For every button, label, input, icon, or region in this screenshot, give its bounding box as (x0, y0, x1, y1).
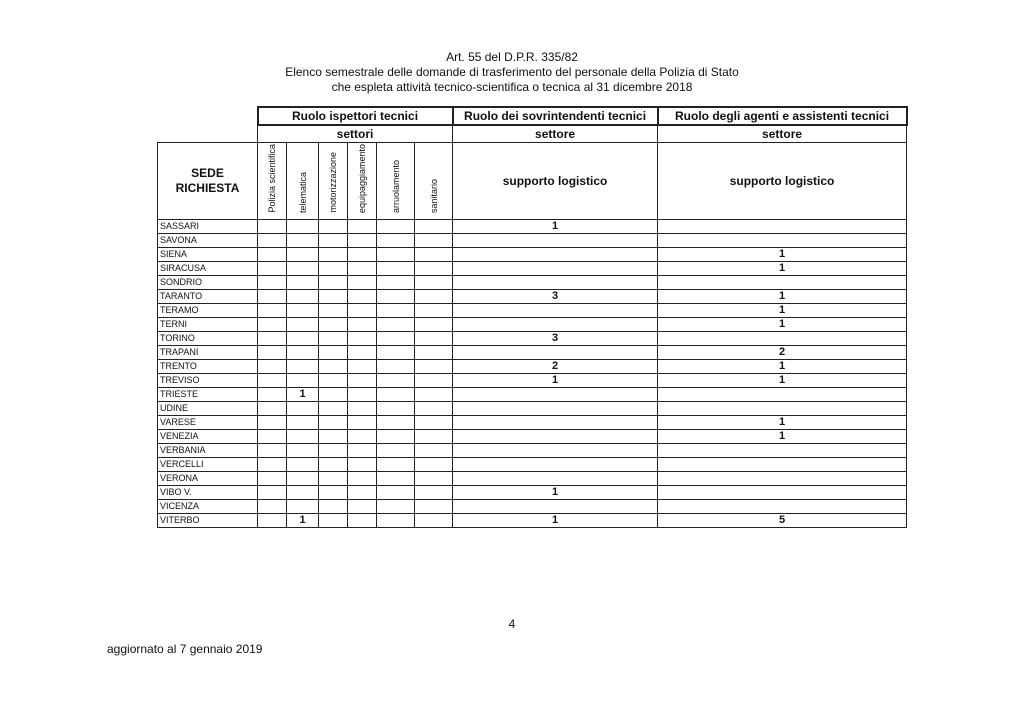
value-cell-pol (258, 374, 287, 388)
blank-corner (158, 107, 258, 143)
value-cell-mot (319, 304, 348, 318)
value-cell-tel (287, 276, 319, 290)
value-cell-mot (319, 346, 348, 360)
city-cell: VIBO V. (158, 486, 258, 500)
header-article: Art. 55 del D.P.R. 335/82 (446, 50, 578, 64)
value-cell-sovr (453, 304, 658, 318)
table-row (158, 458, 907, 472)
value-cell-agenti (658, 444, 907, 458)
value-cell-pol (258, 472, 287, 486)
value-cell-agenti (658, 486, 907, 500)
value-cell-arr (377, 290, 415, 304)
value-cell-agenti: 1 (658, 290, 907, 304)
value-cell-pol (258, 486, 287, 500)
richiesta-label: RICHIESTA (175, 181, 240, 195)
value-cell-tel (287, 472, 319, 486)
value-cell-agenti: 1 (658, 304, 907, 318)
group-ispettori: Ruolo ispettori tecnici (258, 107, 453, 125)
value-cell-mot (319, 402, 348, 416)
value-cell-san (415, 360, 453, 374)
value-cell-san (415, 304, 453, 318)
page-number: 4 (508, 617, 516, 631)
value-cell-equ (348, 514, 377, 528)
value-cell-tel (287, 416, 319, 430)
value-cell-pol (258, 276, 287, 290)
value-cell-mot (319, 430, 348, 444)
city-cell: VERCELLI (158, 458, 258, 472)
value-cell-san (415, 444, 453, 458)
value-cell-agenti (658, 500, 907, 514)
value-cell-mot (319, 388, 348, 402)
value-cell-arr (377, 472, 415, 486)
value-cell-tel (287, 234, 319, 248)
value-cell-equ (348, 444, 377, 458)
value-cell-san (415, 318, 453, 332)
value-cell-arr (377, 276, 415, 290)
value-cell-san (415, 430, 453, 444)
value-cell-equ (348, 304, 377, 318)
value-cell-mot (319, 220, 348, 234)
value-cell-san (415, 262, 453, 276)
value-cell-agenti (658, 276, 907, 290)
value-cell-sovr (453, 458, 658, 472)
city-cell: SAVONA (158, 234, 258, 248)
table-row (158, 374, 907, 388)
value-cell-equ (348, 262, 377, 276)
table-row (158, 290, 907, 304)
value-cell-pol (258, 304, 287, 318)
value-cell-arr (377, 402, 415, 416)
table-body (158, 220, 907, 528)
value-cell-pol (258, 416, 287, 430)
value-cell-mot (319, 262, 348, 276)
value-cell-agenti: 5 (658, 514, 907, 528)
value-cell-tel (287, 318, 319, 332)
value-cell-equ (348, 416, 377, 430)
value-cell-tel (287, 332, 319, 346)
value-cell-arr (377, 234, 415, 248)
value-cell-equ (348, 234, 377, 248)
table-row (158, 346, 907, 360)
value-cell-pol (258, 262, 287, 276)
value-cell-mot (319, 248, 348, 262)
value-cell-sovr: 1 (453, 486, 658, 500)
group-sovrintendenti: Ruolo dei sovrintendenti tecnici (453, 107, 658, 125)
value-cell-mot (319, 374, 348, 388)
col-polizia-scientifica: Polizia scientifica (258, 143, 287, 220)
value-cell-mot (319, 416, 348, 430)
city-cell: SIENA (158, 248, 258, 262)
col-supporto-logistico-agenti: supporto logistico (658, 143, 907, 220)
city-cell: VICENZA (158, 500, 258, 514)
value-cell-agenti (658, 472, 907, 486)
table-row (158, 304, 907, 318)
value-cell-equ (348, 430, 377, 444)
value-cell-pol (258, 318, 287, 332)
value-cell-agenti (658, 402, 907, 416)
table-row (158, 472, 907, 486)
value-cell-arr (377, 248, 415, 262)
city-cell: TARANTO (158, 290, 258, 304)
city-cell: TRAPANI (158, 346, 258, 360)
value-cell-pol (258, 332, 287, 346)
sub-settore-sovr: settore (453, 125, 658, 143)
value-cell-agenti: 1 (658, 416, 907, 430)
value-cell-sovr (453, 444, 658, 458)
value-cell-pol (258, 220, 287, 234)
value-cell-arr (377, 318, 415, 332)
col-motorizzazione: motorizzazione (319, 143, 348, 220)
col-telematica: telematica (287, 143, 319, 220)
value-cell-tel: 1 (287, 514, 319, 528)
updated-date: aggiornato al 7 gennaio 2019 (107, 642, 263, 656)
value-cell-agenti: 1 (658, 318, 907, 332)
value-cell-sovr (453, 430, 658, 444)
value-cell-agenti: 1 (658, 374, 907, 388)
table-row (158, 276, 907, 290)
value-cell-san (415, 402, 453, 416)
value-cell-mot (319, 500, 348, 514)
value-cell-mot (319, 444, 348, 458)
value-cell-san (415, 234, 453, 248)
value-cell-pol (258, 458, 287, 472)
table-row (158, 262, 907, 276)
value-cell-tel (287, 262, 319, 276)
group-agenti: Ruolo degli agenti e assistenti tecnici (658, 107, 907, 125)
value-cell-agenti: 2 (658, 346, 907, 360)
value-cell-sovr (453, 416, 658, 430)
value-cell-sovr: 3 (453, 290, 658, 304)
table-row (158, 234, 907, 248)
city-cell: SONDRIO (158, 276, 258, 290)
value-cell-pol (258, 388, 287, 402)
city-cell: VARESE (158, 416, 258, 430)
table-row (158, 486, 907, 500)
value-cell-equ (348, 458, 377, 472)
value-cell-mot (319, 290, 348, 304)
value-cell-tel (287, 360, 319, 374)
table-row (158, 416, 907, 430)
value-cell-san (415, 374, 453, 388)
value-cell-sovr (453, 346, 658, 360)
table-row (158, 332, 907, 346)
value-cell-tel (287, 304, 319, 318)
value-cell-mot (319, 234, 348, 248)
value-cell-tel (287, 458, 319, 472)
value-cell-arr (377, 304, 415, 318)
value-cell-equ (348, 248, 377, 262)
value-cell-sovr (453, 500, 658, 514)
value-cell-tel (287, 290, 319, 304)
value-cell-sovr: 1 (453, 514, 658, 528)
value-cell-sovr (453, 318, 658, 332)
value-cell-mot (319, 276, 348, 290)
col-sanitario: sanitario (415, 143, 453, 220)
value-cell-pol (258, 430, 287, 444)
value-cell-arr (377, 416, 415, 430)
value-cell-pol (258, 234, 287, 248)
value-cell-tel (287, 500, 319, 514)
value-cell-tel (287, 486, 319, 500)
value-cell-sovr: 1 (453, 374, 658, 388)
table-row (158, 318, 907, 332)
value-cell-san (415, 220, 453, 234)
value-cell-equ (348, 318, 377, 332)
value-cell-sovr (453, 234, 658, 248)
value-cell-equ (348, 500, 377, 514)
value-cell-san (415, 346, 453, 360)
value-cell-arr (377, 388, 415, 402)
table-row (158, 514, 907, 528)
value-cell-equ (348, 486, 377, 500)
value-cell-arr (377, 332, 415, 346)
value-cell-pol (258, 514, 287, 528)
value-cell-equ (348, 360, 377, 374)
value-cell-mot (319, 458, 348, 472)
value-cell-arr (377, 486, 415, 500)
value-cell-agenti: 1 (658, 262, 907, 276)
value-cell-san (415, 332, 453, 346)
value-cell-pol (258, 402, 287, 416)
value-cell-arr (377, 374, 415, 388)
table-row (158, 360, 907, 374)
value-cell-equ (348, 276, 377, 290)
value-cell-sovr: 3 (453, 332, 658, 346)
value-cell-mot (319, 486, 348, 500)
table-row (158, 500, 907, 514)
city-cell: SIRACUSA (158, 262, 258, 276)
value-cell-sovr (453, 388, 658, 402)
value-cell-pol (258, 360, 287, 374)
value-cell-agenti (658, 458, 907, 472)
value-cell-sovr (453, 402, 658, 416)
value-cell-tel (287, 402, 319, 416)
city-cell: VITERBO (158, 514, 258, 528)
value-cell-sovr: 2 (453, 360, 658, 374)
table-row (158, 248, 907, 262)
value-cell-san (415, 500, 453, 514)
city-cell: VENEZIA (158, 430, 258, 444)
value-cell-san (415, 486, 453, 500)
value-cell-agenti: 1 (658, 430, 907, 444)
value-cell-arr (377, 262, 415, 276)
table-row (158, 220, 907, 234)
value-cell-sovr (453, 472, 658, 486)
value-cell-san (415, 416, 453, 430)
value-cell-mot (319, 472, 348, 486)
value-cell-agenti (658, 332, 907, 346)
value-cell-tel (287, 248, 319, 262)
value-cell-san (415, 276, 453, 290)
value-cell-san (415, 248, 453, 262)
value-cell-arr (377, 360, 415, 374)
value-cell-pol (258, 444, 287, 458)
value-cell-arr (377, 346, 415, 360)
city-cell: VERONA (158, 472, 258, 486)
value-cell-arr (377, 514, 415, 528)
value-cell-san (415, 290, 453, 304)
city-cell: TERAMO (158, 304, 258, 318)
value-cell-sovr (453, 276, 658, 290)
value-cell-arr (377, 430, 415, 444)
table-row (158, 444, 907, 458)
value-cell-equ (348, 220, 377, 234)
sede-richiesta-header (158, 143, 258, 220)
value-cell-pol (258, 346, 287, 360)
value-cell-agenti: 1 (658, 360, 907, 374)
value-cell-mot (319, 514, 348, 528)
value-cell-arr (377, 220, 415, 234)
value-cell-sovr (453, 248, 658, 262)
sub-settore-agenti: settore (658, 125, 907, 143)
value-cell-equ (348, 290, 377, 304)
col-arruolamento: arruolamento (377, 143, 415, 220)
value-cell-pol (258, 500, 287, 514)
city-cell: TRENTO (158, 360, 258, 374)
value-cell-san (415, 514, 453, 528)
city-cell: TRIESTE (158, 388, 258, 402)
value-cell-arr (377, 444, 415, 458)
value-cell-sovr: 1 (453, 220, 658, 234)
table-row (158, 402, 907, 416)
value-cell-tel (287, 346, 319, 360)
value-cell-equ (348, 374, 377, 388)
sede-label: SEDE (191, 166, 224, 180)
value-cell-equ (348, 388, 377, 402)
value-cell-agenti: 1 (658, 248, 907, 262)
value-cell-mot (319, 360, 348, 374)
table-row (158, 430, 907, 444)
city-cell: TORINO (158, 332, 258, 346)
header-title: Elenco semestrale delle domande di trasferimento del personale della Polizia di Stato (285, 65, 739, 79)
value-cell-equ (348, 472, 377, 486)
value-cell-pol (258, 290, 287, 304)
value-cell-tel: 1 (287, 388, 319, 402)
value-cell-pol (258, 248, 287, 262)
value-cell-equ (348, 332, 377, 346)
value-cell-equ (348, 346, 377, 360)
value-cell-agenti (658, 220, 907, 234)
value-cell-tel (287, 220, 319, 234)
document-header (0, 50, 1024, 95)
value-cell-equ (348, 402, 377, 416)
transfer-requests-table (157, 106, 908, 528)
header-subtitle: che espleta attività tecnico-scientifica o tecnica al 31 dicembre 2018 (331, 80, 693, 94)
city-cell: SASSARI (158, 220, 258, 234)
value-cell-san (415, 388, 453, 402)
value-cell-arr (377, 500, 415, 514)
value-cell-tel (287, 430, 319, 444)
table-row (158, 388, 907, 402)
city-cell: VERBANIA (158, 444, 258, 458)
sub-settori: settori (258, 125, 453, 143)
city-cell: TREVISO (158, 374, 258, 388)
value-cell-san (415, 458, 453, 472)
value-cell-agenti (658, 234, 907, 248)
value-cell-san (415, 472, 453, 486)
value-cell-mot (319, 318, 348, 332)
value-cell-arr (377, 458, 415, 472)
city-cell: TERNI (158, 318, 258, 332)
value-cell-tel (287, 374, 319, 388)
col-supporto-logistico-sovr: supporto logistico (453, 143, 658, 220)
city-cell: UDINE (158, 402, 258, 416)
col-equipaggiamento: equipaggiamento (348, 143, 377, 220)
value-cell-agenti (658, 388, 907, 402)
value-cell-tel (287, 444, 319, 458)
value-cell-mot (319, 332, 348, 346)
value-cell-sovr (453, 262, 658, 276)
